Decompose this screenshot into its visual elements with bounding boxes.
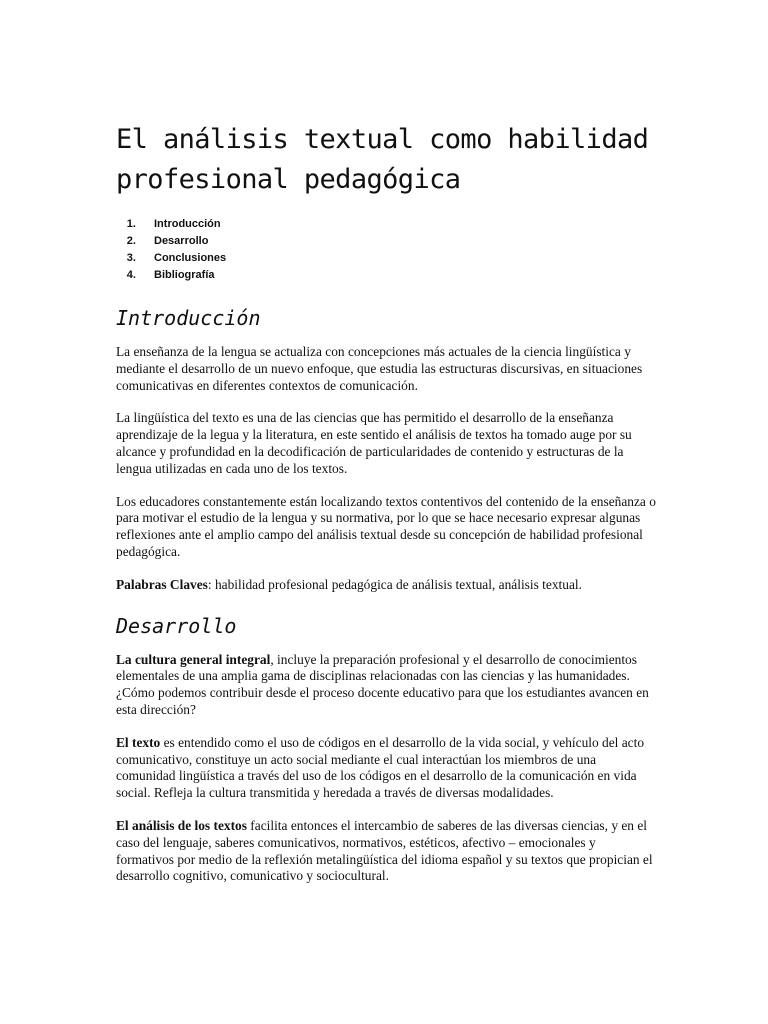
desarrollo-paragraph-3-body: facilita entonces el intercambio de saberes de las diversas ciencias, y en el caso del lenguaje, saberes comunicativos, normativos, estéticos, afectivo – emocionales y formativos por medio de la reflexión metalingüística del idioma español y su textos que propician el desarrollo cognitivo, comunicativo y sociocultural. xyxy=(116,817,653,884)
desarrollo-paragraph-1-lead: La cultura general integral xyxy=(116,651,271,667)
document-title: El análisis textual como habilidad profesional pedagógica xyxy=(116,124,649,195)
keywords-paragraph xyxy=(116,577,656,594)
desarrollo-paragraph-3-lead: El análisis de los textos xyxy=(116,817,247,833)
desarrollo-paragraph-3 xyxy=(116,818,656,885)
keywords-label: Palabras Claves xyxy=(116,576,208,592)
toc-item-desarrollo: 2. Desarrollo xyxy=(139,233,656,250)
desarrollo-paragraph-1-body: , incluye la preparación profesional y el desarrollo de conocimientos elementales de una amplia gama de disciplinas relacionadas con las ciencias y las humanidades. ¿Cómo podemos contribuir desde el proceso docente educativo para que los estudiantes avancen en esta dirección? xyxy=(116,651,649,717)
toc-item-bibliografia: 4. Bibliografía xyxy=(139,267,656,284)
document-page xyxy=(116,120,656,901)
section-heading-desarrollo: Desarrollo xyxy=(116,613,237,638)
desarrollo-paragraph-2-lead: El texto xyxy=(116,734,161,750)
intro-paragraph-2: La lingüística del texto es una de las ciencias que has permitido el desarrollo de la enseñanza aprendizaje de la legua y la literatura, en este sentido el análisis de textos ha tomado auge por su alcance y profundidad en la decodificación de particularidades de contenido y estructuras de la lengua utilizadas en cada uno de los textos. xyxy=(116,410,632,476)
toc-item-conclusiones: 3. Conclusiones xyxy=(139,250,656,267)
desarrollo-paragraph-1 xyxy=(116,652,656,719)
intro-paragraph-3: Los educadores constantemente están localizando textos contentivos del contenido de la enseñanza o para motivar el estudio de la lengua y su normativa, por lo que se hace necesario expresar algunas reflexiones ante el amplio campo del análisis textual desde su concepción de habilidad profesional pedagógica. xyxy=(116,493,656,559)
table-of-contents xyxy=(116,216,656,284)
keywords-text: : habilidad profesional pedagógica de análisis textual, análisis textual. xyxy=(207,576,582,592)
section-heading-introduccion: Introducción xyxy=(116,306,261,330)
desarrollo-paragraph-2 xyxy=(116,735,656,802)
toc-item-introduccion: 1. Introducción xyxy=(139,216,656,233)
intro-paragraph-1: La enseñanza de la lengua se actualiza con concepciones más actuales de la ciencia lingüística y mediante el desarrollo de un nuevo enfoque, que estudia las estructuras discursivas, en situaciones comunicativas en diferentes contextos de comunicación. xyxy=(116,344,643,393)
desarrollo-paragraph-2-body: es entendido como el uso de códigos en el desarrollo de la vida social, y vehículo del acto comunicativo, constituye un acto social mediante el cual interactúan los miembros de una comunidad lingüística a través del uso de los códigos en el desarrollo de la comunicación en vida social. Refleja la cultura transmitida y heredada a través de diversas modalidades. xyxy=(116,734,645,801)
